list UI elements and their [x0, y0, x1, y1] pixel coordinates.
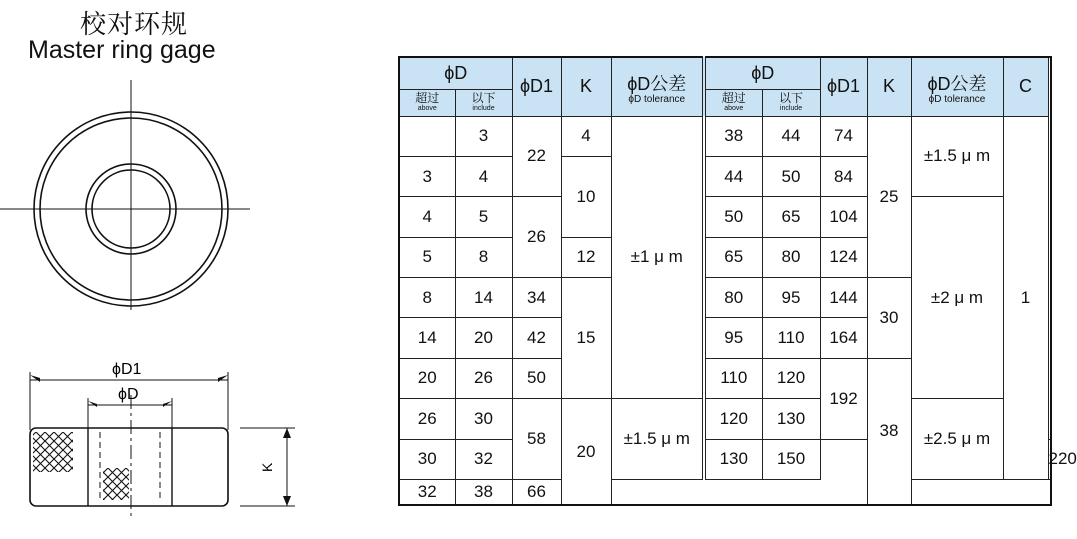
table-cell: 14 [455, 278, 512, 318]
header-tolerance-cn: ϕD公差 [927, 73, 987, 94]
table-cell: 50 [512, 358, 561, 398]
spec-table-wrapper [398, 56, 1077, 506]
table-cell: 80 [704, 278, 762, 318]
table-cell: 20 [399, 358, 455, 398]
table-cell: 44 [704, 156, 762, 196]
table-cell: 95 [762, 278, 820, 318]
ring-gage-drawing [0, 0, 320, 539]
table-cell: 20 [455, 318, 512, 358]
table-cell: 110 [762, 318, 820, 358]
header-above-cn: 超过 [721, 91, 746, 105]
header-above-en: above [417, 105, 437, 112]
table-cell: 4 [455, 156, 512, 196]
table-cell: 50 [704, 197, 762, 237]
table-cell: 25 [867, 116, 911, 278]
header-tolerance-cn: ϕD公差 [627, 73, 687, 94]
header-above-cn: 超过 [415, 91, 440, 105]
table-cell: 5 [455, 197, 512, 237]
d-dimension-label: ϕD [118, 386, 139, 403]
table-cell: 58 [512, 399, 561, 480]
table-cell: 34 [512, 278, 561, 318]
table-cell: 30 [399, 439, 455, 480]
table-cell: 26 [512, 197, 561, 278]
header-phid1-left: ϕD1 [512, 57, 561, 116]
table-cell: 26 [455, 358, 512, 398]
table-cell: 3 [455, 116, 512, 156]
header-include-en: include [779, 105, 803, 112]
header-include-cn: 以下 [778, 91, 803, 105]
table-cell: 15 [561, 278, 611, 399]
table-cell: 65 [762, 197, 820, 237]
table-cell: 164 [820, 318, 867, 358]
header-tolerance-left [611, 57, 704, 116]
table-cell: 32 [399, 480, 455, 506]
table-cell: 20 [561, 399, 611, 505]
k-dimension-label: K [259, 462, 275, 472]
header-k-left: K [561, 57, 611, 116]
table-cell: 8 [399, 278, 455, 318]
table-cell: 220 [1048, 439, 1051, 480]
table-cell: 192 [820, 358, 867, 439]
table-cell: 1 [1003, 116, 1048, 480]
header-include-left [455, 89, 512, 116]
table-cell [399, 116, 455, 156]
header-tolerance-right [911, 57, 1003, 116]
table-cell: 130 [704, 439, 762, 480]
table-cell: 22 [512, 116, 561, 197]
header-above-right [704, 89, 762, 116]
table-cell: 120 [762, 358, 820, 398]
table-cell: 65 [704, 237, 762, 277]
table-cell: 104 [820, 197, 867, 237]
table-cell: ±1.5 μ m [911, 116, 1003, 197]
table-cell: 38 [867, 358, 911, 505]
table-cell: 3 [399, 156, 455, 196]
table-cell: 95 [704, 318, 762, 358]
header-phid-left: ϕD [399, 57, 512, 89]
table-cell: 124 [820, 237, 867, 277]
header-phid1-right: ϕD1 [820, 57, 867, 116]
table-cell: ±2 μ m [911, 197, 1003, 399]
title-english: Master ring gage [28, 36, 216, 64]
table-cell: 42 [512, 318, 561, 358]
table-cell: 5 [399, 237, 455, 277]
table-cell: 14 [399, 318, 455, 358]
table-cell: 4 [561, 116, 611, 156]
d1-dimension-label: ϕD1 [112, 361, 142, 378]
table-cell: 8 [455, 237, 512, 277]
table-cell: 144 [820, 278, 867, 318]
header-above-en: above [724, 105, 744, 112]
table-cell: 50 [762, 156, 820, 196]
table-cell: 150 [762, 439, 820, 480]
title-chinese: 校对环规 [80, 9, 189, 39]
table-cell: 4 [399, 197, 455, 237]
table-cell: 32 [455, 439, 512, 480]
table-cell: 80 [762, 237, 820, 277]
table-cell: 30 [455, 399, 512, 439]
header-tolerance-en: ϕD tolerance [928, 93, 986, 105]
header-phid-right: ϕD [704, 57, 820, 89]
header-above-left [399, 89, 455, 116]
table-cell: 66 [512, 480, 561, 506]
header-include-cn: 以下 [471, 91, 496, 105]
header-include-right [762, 89, 820, 116]
table-cell: 12 [561, 237, 611, 277]
table-cell: 38 [704, 116, 762, 156]
table-cell: 84 [820, 156, 867, 196]
table-cell: ±2.5 μ m [911, 399, 1003, 480]
table-cell: ±1.5 μ m [611, 399, 704, 480]
table-cell: 26 [399, 399, 455, 439]
table-cell: 130 [762, 399, 820, 439]
table-cell: ±1 μ m [611, 116, 704, 399]
header-tolerance-en: ϕD tolerance [628, 93, 686, 105]
table-cell: 30 [867, 278, 911, 359]
table-cell: 74 [820, 116, 867, 156]
spec-table [398, 56, 1077, 506]
table-cell: 38 [455, 480, 512, 506]
table-cell: 10 [561, 156, 611, 237]
header-k-right: K [867, 57, 911, 116]
header-c: C [1003, 57, 1048, 116]
table-cell: 120 [704, 399, 762, 439]
table-cell: 110 [704, 358, 762, 398]
header-include-en: include [472, 105, 495, 112]
side-view [30, 372, 295, 520]
front-view [0, 80, 250, 310]
table-cell: 44 [762, 116, 820, 156]
